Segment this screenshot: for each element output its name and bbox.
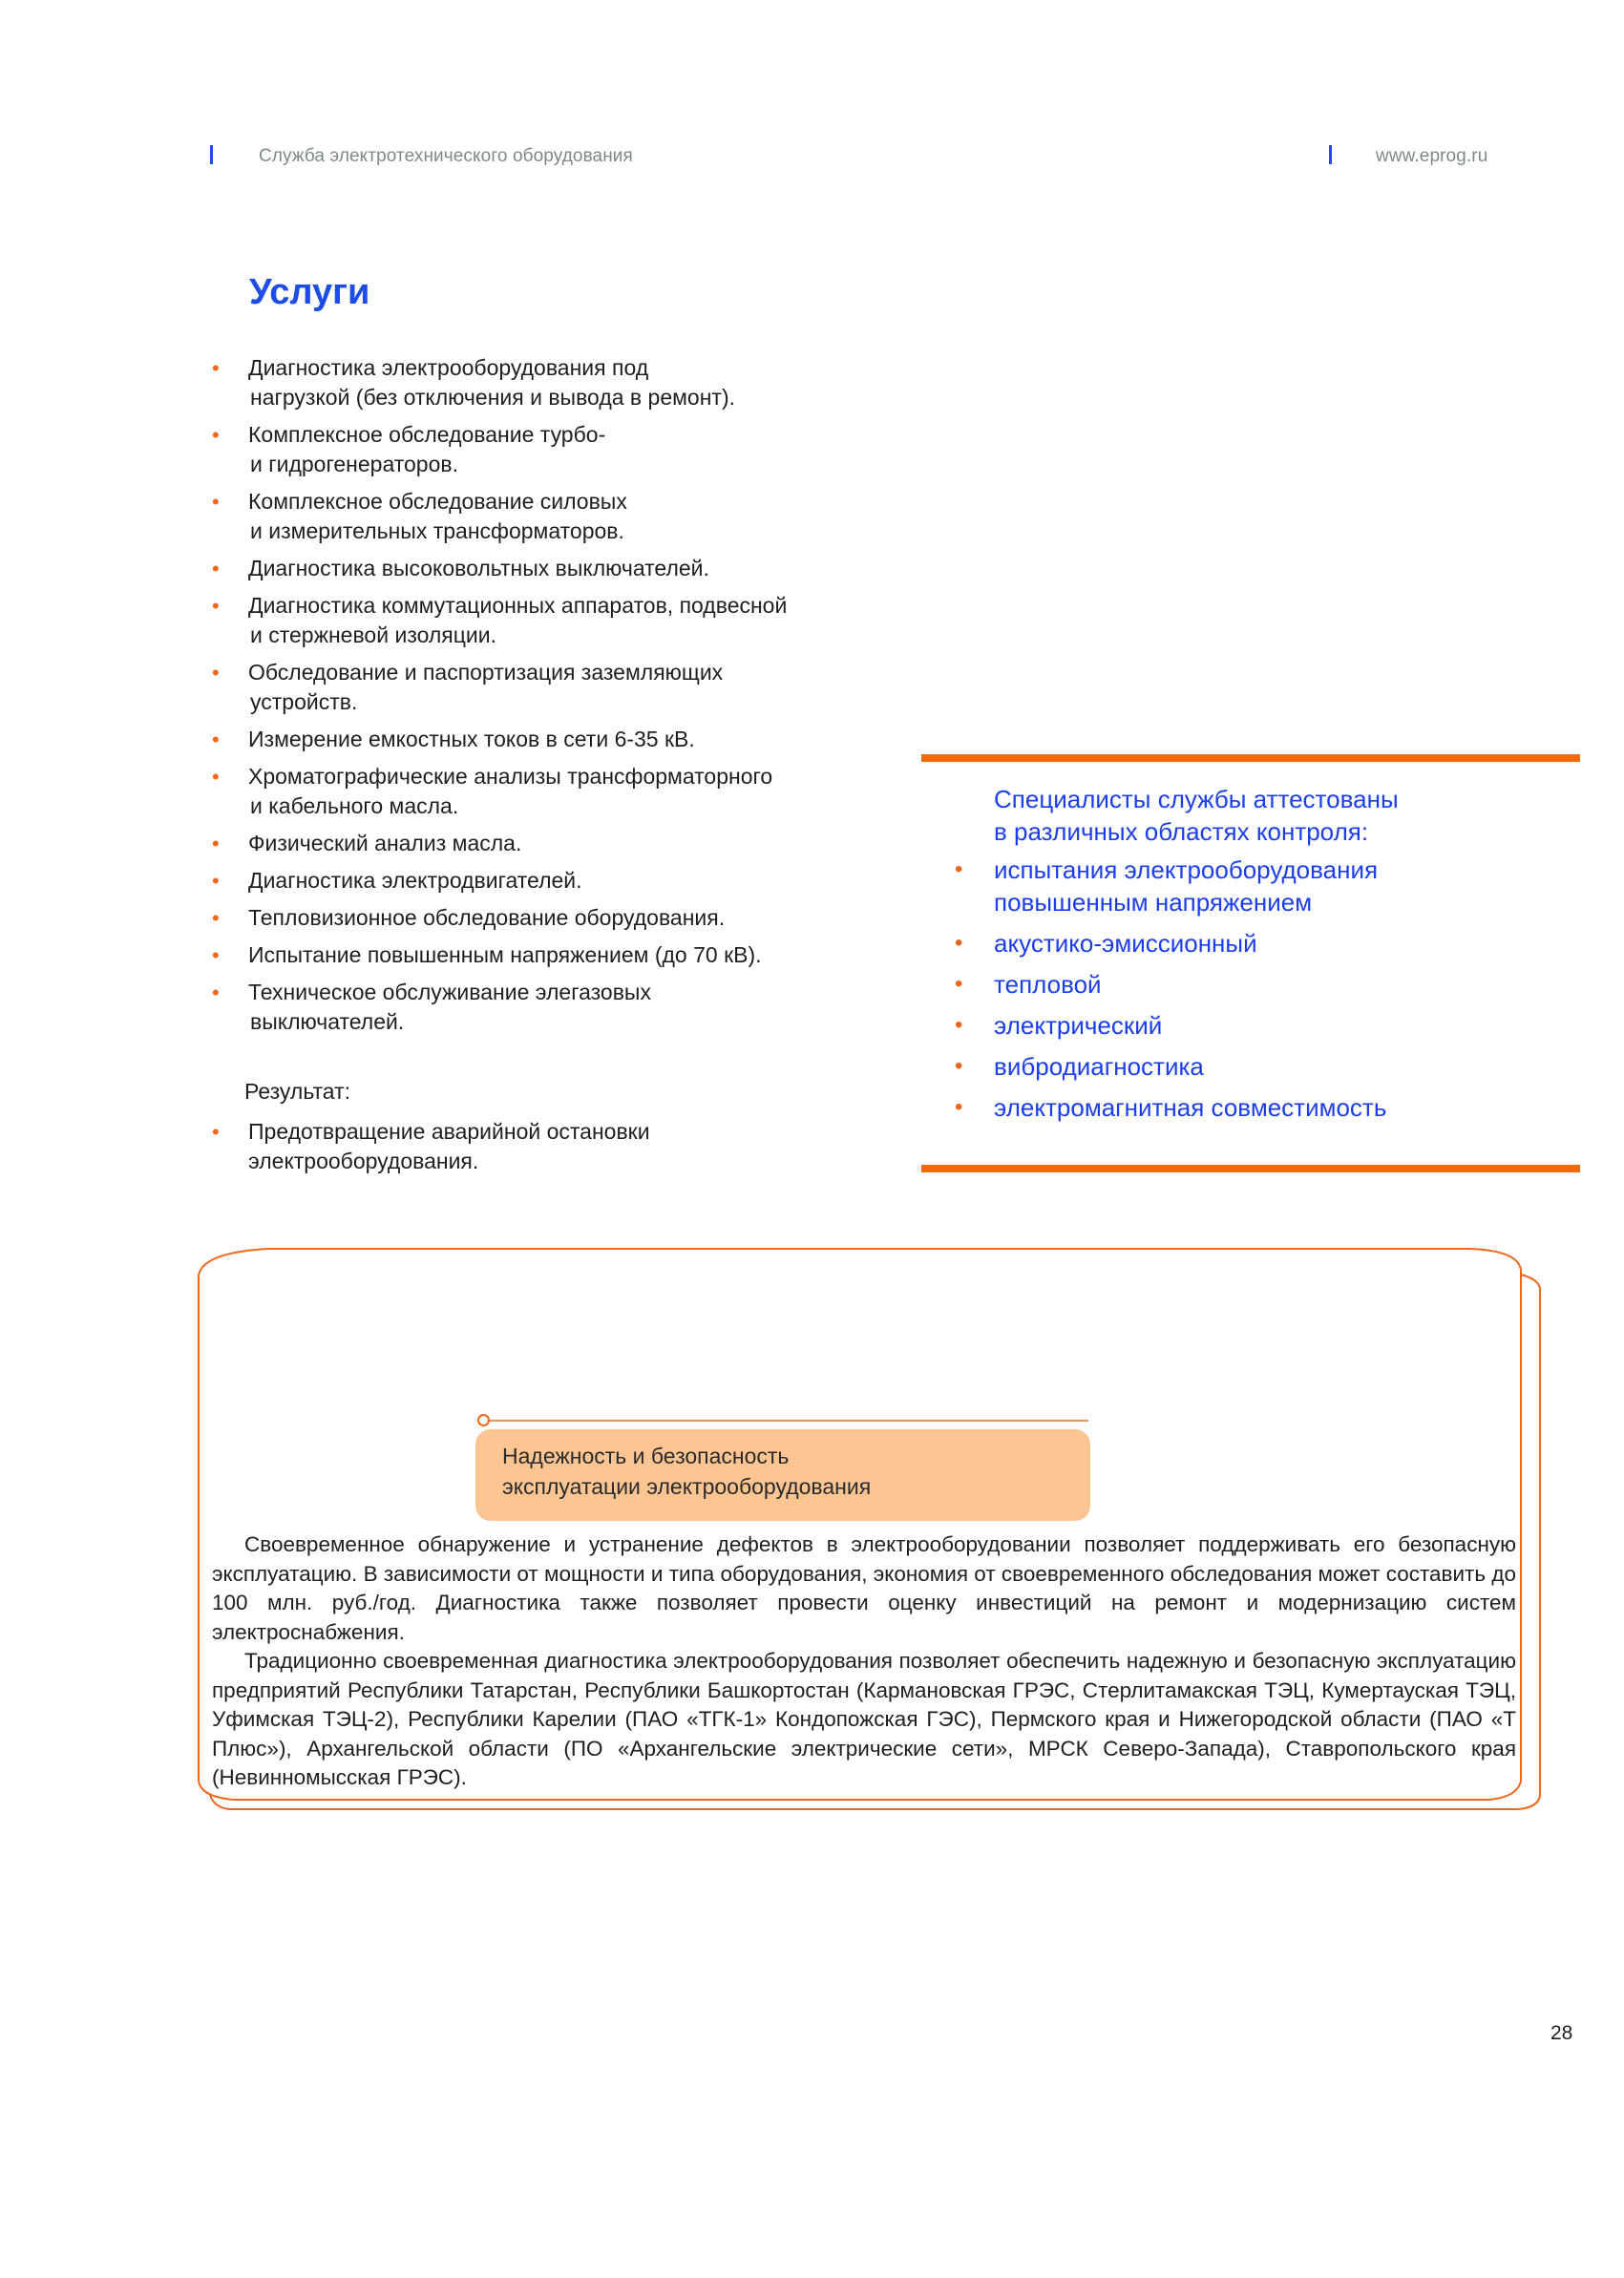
callout-connector-line [485,1420,1088,1422]
bullet-icon: • [212,1120,220,1144]
service-item: • Тепловизионное обследование оборудования. [212,903,880,933]
bullet-icon: • [212,423,220,447]
certification-item: • вибродиагностика [955,1052,1204,1081]
bullet-icon: • [212,594,220,618]
reliability-body [212,1530,1516,1793]
services-title: Услуги [249,272,370,312]
certification-item: • электрический [955,1011,1163,1040]
bullet-icon: • [212,490,220,514]
bullet-icon: • [212,981,220,1004]
callout-line-2: эксплуатации электрооборудования [502,1474,872,1499]
result-item: • Предотвращение аварийной остановки электрооборудования. [212,1119,650,1173]
certification-item: • электромагнитная совместимость [955,1093,1387,1122]
certification-heading: Специалисты службы аттестованы в различных областях контроля: [994,785,1399,846]
reliability-paragraph-2: Традиционно своевременная диагностика электрооборудования позволяет обеспечить надежную и безопасную эксплуатацию предприятий Республики Татарстан, Республики Башкортостан (Кармановская ГРЭС, Стерлитамакская ТЭЦ, Кумертауская ТЭЦ, Уфимская ТЭЦ-2), Республики Карелии (ПАО «ТГК-1» Кондопожская ГЭС), Пермского края и Нижегородской области (ПАО «Т Плюс»), Архангельской области (ПО «Архангельские электрические сети», МРСК Северо-Запада), Ставропольского края (Невинномысская ГРЭС). [212,1649,1516,1789]
header-section-title: Служба электротехнического оборудования [259,146,633,166]
service-item: • Диагностика высоковольтных выключателей. [212,554,880,583]
certification-item: • испытания электрооборудования повышенным напряжением [955,855,1379,917]
bullet-icon: • [212,765,220,789]
bullet-icon: • [212,356,220,380]
service-item: • Диагностика электродвигателей. [212,866,880,896]
reliability-paragraph-1: Своевременное обнаружение и устранение дефектов в электрооборудовании позволяет поддерживать его безопасную эксплуатацию. В зависимости от мощности и типа оборудования, экономия от своевременного обследования может составить до 100 млн. руб./год. Диагностика также позволяет провести оценку инвестиций на ремонт и модернизацию систем электроснабжения. [212,1532,1516,1644]
service-item: • Измерение емкостных токов в сети 6-35 кВ. [212,725,880,754]
bullet-icon: • [955,1094,963,1120]
bullet-icon: • [212,661,220,685]
bullet-icon: • [212,943,220,967]
service-item: • Хроматографические анализы трансформаторного и кабельного масла. [212,764,773,818]
bullet-icon: • [955,856,963,882]
bullet-icon: • [212,906,220,930]
header-website-link[interactable]: www.eprog.ru [1376,146,1488,166]
bullet-icon: • [955,930,963,956]
bullet-icon: • [955,1012,963,1038]
certification-item: • акустико-эмиссионный [955,929,1257,958]
bullet-icon: • [212,869,220,893]
bullet-icon: • [212,557,220,580]
service-item: • Физический анализ масла. [212,829,880,858]
service-item: • Комплексное обследование турбо- и гидрогенераторов. [212,422,606,476]
page-number: 28 [1550,2022,1573,2044]
result-label: Результат: [244,1079,350,1104]
bullet-icon: • [955,1053,963,1079]
service-item: • Диагностика электрооборудования под нагрузкой (без отключения и вывода в ремонт). [212,355,735,410]
bullet-icon: • [212,832,220,855]
bullet-icon: • [955,971,963,997]
service-item: • Обследование и паспортизация заземляющих устройств. [212,660,724,714]
service-item: • Диагностика коммутационных аппаратов, подвесной и стержневой изоляции. [212,593,788,647]
callout-line-1: Надежность и безопасность [502,1444,790,1468]
callout-connector-dot-icon [477,1414,490,1426]
service-item: • Комплексное обследование силовых и измерительных трансформаторов. [212,489,627,543]
service-item: • Техническое обслуживание элегазовых выключателей. [212,980,651,1034]
certification-item: • тепловой [955,970,1102,999]
service-item: • Испытание повышенным напряжением (до 70 кВ). [212,940,880,970]
reliability-callout [475,1429,1090,1521]
bullet-icon: • [212,728,220,751]
